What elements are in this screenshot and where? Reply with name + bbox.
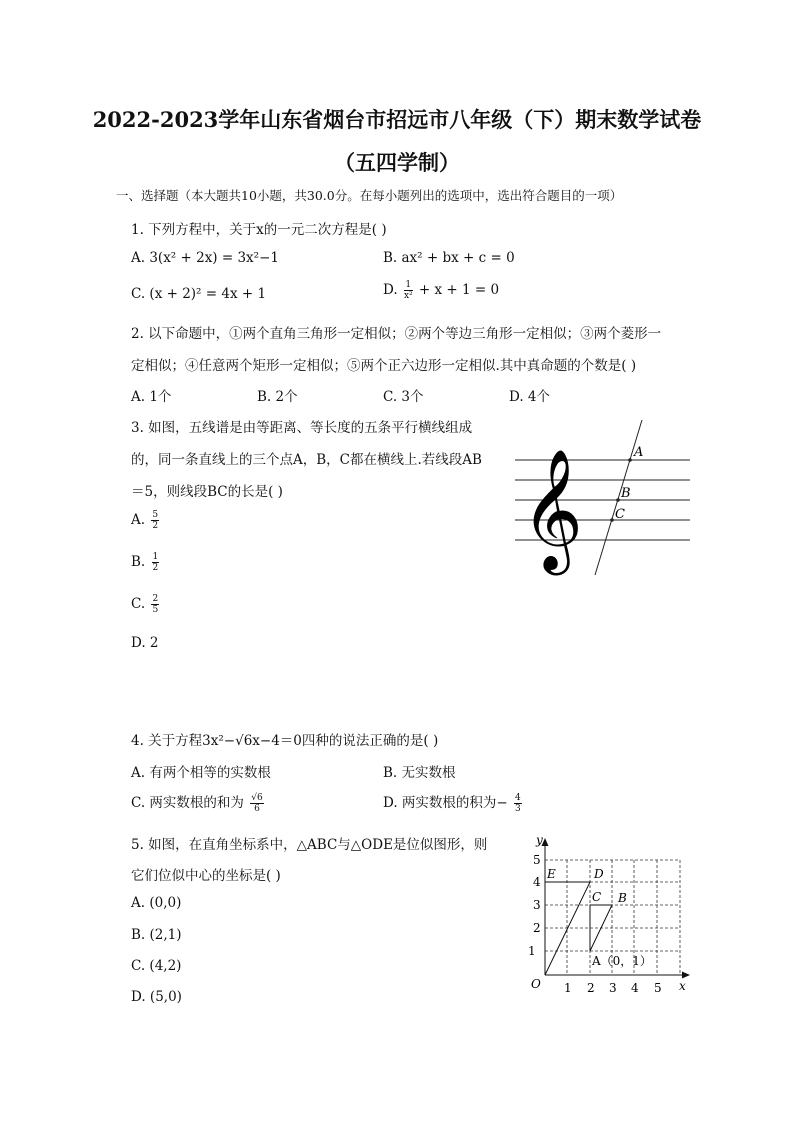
point-a: [628, 458, 632, 462]
option-b: B. ax² + bx + c = 0: [383, 250, 515, 266]
point-b: [616, 498, 620, 502]
treble-clef-icon: 𝄞: [521, 448, 584, 570]
option-a: A. 3(x² + 2x) = 3x²−1: [131, 250, 279, 266]
x-tick: 1: [564, 981, 572, 995]
coordinate-figure: [520, 830, 700, 1000]
x-axis-label: x: [679, 979, 686, 993]
fraction: [404, 280, 413, 301]
numerator: 5: [152, 510, 159, 520]
option-label: B.: [131, 554, 146, 570]
y-tick: 2: [533, 921, 541, 935]
option-b: B. 无实数根: [383, 765, 456, 781]
fraction: [151, 510, 159, 531]
option-c: C. (4,2): [131, 958, 182, 974]
question-stem: 1. 下列方程中，关于x的一元二次方程是( ): [131, 222, 387, 238]
question-line: 定相似；④任意两个矩形一定相似；⑤两个正六边形一定相似.其中真命题的个数是( ): [131, 358, 637, 374]
option-label: C.: [131, 596, 146, 612]
denominator: 3: [515, 804, 521, 814]
label-e: E: [547, 867, 556, 881]
x-tick: 4: [631, 981, 639, 995]
question-line: 它们位似中心的坐标是( ): [131, 868, 281, 884]
option-d: [383, 280, 499, 301]
question-line: 3. 如图，五线谱是由等距离、等长度的五条平行横线组成: [131, 420, 473, 436]
denominator: 2: [152, 563, 159, 573]
question-line: ＝5，则线段BC的长是( ): [131, 484, 283, 500]
option-text: D. 两实数根的积为−: [383, 795, 508, 811]
transversal-line: [595, 420, 642, 575]
label-c: C: [615, 507, 625, 522]
y-tick: 4: [533, 875, 541, 889]
y-tick: 3: [533, 898, 541, 912]
y-tick: 5: [533, 853, 541, 867]
y-tick-labels: [528, 853, 541, 958]
option-c: C. 3个: [383, 389, 424, 405]
option-text: C. 两实数根的和为: [131, 795, 244, 811]
page-title: 2022-2023学年山东省烟台市招远市八年级（下）期末数学试卷: [92, 107, 702, 132]
page-subtitle: （五四学制）: [334, 150, 460, 175]
section-heading: 一、选择题（本大题共10小题，共30.0分。在每小题列出的选项中，选出符合题目的一项）: [116, 188, 623, 203]
triangle-abc: [590, 905, 612, 951]
denominator: 6: [254, 804, 260, 814]
numerator: 4: [515, 793, 521, 803]
y-axis-label: y: [536, 833, 543, 847]
option-d: [383, 791, 524, 814]
x-tick: 5: [654, 981, 662, 995]
label-b: B: [618, 891, 627, 905]
option-d: D. 4个: [509, 389, 551, 405]
option-c: [131, 791, 266, 814]
x-tick-labels: [564, 981, 662, 995]
question-line: 5. 如图，在直角坐标系中，△ABC与△ODE是位似图形，则: [131, 837, 488, 853]
numerator: 1: [405, 280, 412, 290]
x-tick: 3: [609, 981, 617, 995]
option-d: D. 2: [131, 635, 159, 651]
question-line: 的，同一条直线上的三个点A，B，C都在横线上.若线段AB: [131, 452, 482, 468]
option-b: B. 2个: [257, 389, 298, 405]
option-a: A. (0,0): [131, 895, 182, 911]
option-a: A. 有两个相等的实数根: [131, 765, 271, 781]
option-b: [131, 552, 161, 573]
origin-label: O: [531, 977, 541, 991]
label-a: A: [634, 445, 644, 460]
triangle-ode: [545, 882, 590, 975]
numerator: √6: [251, 793, 263, 803]
denominator: x²: [403, 291, 413, 301]
label-c: C: [592, 890, 602, 904]
label-d: D: [594, 867, 604, 881]
option-a: [131, 510, 161, 531]
numerator: 2: [152, 594, 159, 604]
question-line: 2. 以下命题中，①两个直角三角形一定相似；②两个等边三角形一定相似；③两个菱形一: [131, 326, 662, 342]
option-label: D.: [383, 282, 398, 298]
denominator: 2: [152, 521, 159, 531]
option-label: A.: [131, 512, 146, 528]
option-c: C. (x + 2)² = 4x + 1: [131, 286, 267, 302]
numerator: 1: [152, 552, 159, 562]
point-c: [610, 518, 614, 522]
x-axis-arrow-icon: [682, 972, 690, 979]
x-tick: 2: [587, 981, 595, 995]
label-a: A（0，1）: [592, 954, 652, 968]
question-stem: 4. 关于方程3x²−√6x−4＝0四种的说法正确的是( ): [131, 733, 439, 749]
option-d: D. (5,0): [131, 989, 182, 1005]
option-b: B. (2,1): [131, 927, 182, 943]
fraction: [514, 793, 522, 814]
staff-figure: [505, 420, 695, 580]
denominator: 5: [152, 605, 159, 615]
label-b: B: [621, 486, 631, 501]
fraction: [151, 594, 159, 615]
y-tick: 1: [528, 944, 536, 958]
fraction: [250, 793, 263, 814]
option-c: [131, 594, 161, 615]
option-a: A. 1个: [131, 389, 172, 405]
option-expression: + x + 1 = 0: [418, 282, 500, 298]
fraction: [152, 552, 160, 573]
